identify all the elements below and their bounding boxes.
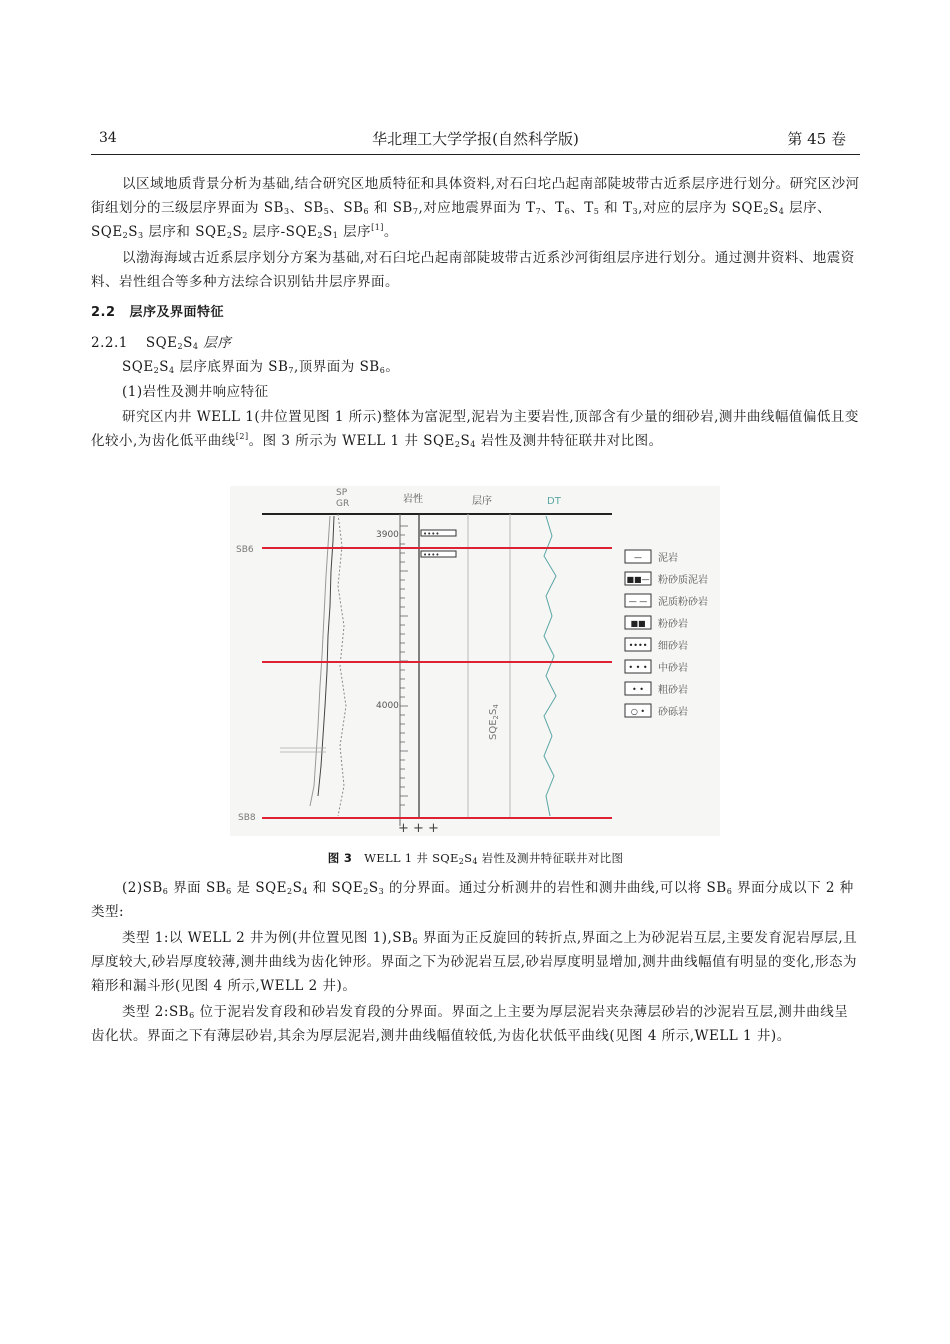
depth-label-4000: 4000: [376, 701, 399, 711]
paragraph-3: $SQE_2S_4$ 层序底界面为 $SB_7$,顶界面为 $SB_6$。: [122, 359, 400, 375]
sandstone-bed-2-pattern: ••••: [423, 551, 440, 559]
legend-pattern: ■■—: [626, 575, 650, 584]
depth-label-3900: 3900: [376, 530, 399, 540]
header-rule: [91, 154, 860, 155]
col-lithology-label: 岩性: [403, 494, 423, 505]
citation[interactable]: [2]: [235, 432, 249, 441]
legend-pattern: ••••: [628, 641, 648, 650]
col-gr-label: GR: [336, 499, 350, 509]
legend-pattern: ○ •: [630, 707, 646, 716]
legend-label: 粗砂岩: [658, 685, 688, 696]
legend-label: 砂砾岩: [658, 707, 688, 718]
paragraph-6: 类型 1:以 WELL 2 井为例(井位置见图 $1),SB_6$ 界面为正反旋回的转折点,界面之上为砂泥岩互层,主要发育泥岩厚层,且厚度较大,砂岩厚度较薄,测井曲线为齿化钟形。界面之下为砂泥岩互层,砂岩厚度明显增加,测井曲线幅值有明显的变化,形态为箱形和漏斗形(见图 4 所示,WELL 2 井)。: [91, 930, 858, 994]
item-1-heading: (1)岩性及测井响应特征: [122, 384, 269, 400]
col-dt-label: DT: [547, 496, 561, 507]
paragraph-4: 研究区内井 WELL 1(井位置见图 1 所示)整体为富泥型,泥岩为主要岩性,顶部含有少量的细砂岩,测井曲线幅值偏低且变化较小,为齿化低平曲线[2]。图 3 所示为 WELL 1 井 $SQE_2S_4$ 岩性及测井特征联井对比图。: [91, 409, 859, 449]
legend-label: 泥质粉砂岩: [658, 597, 708, 608]
legend-pattern: ■■: [630, 619, 646, 628]
page-number: 34: [99, 130, 117, 146]
subsection-heading: 2.2.1 $SQE_2S_4$ 层序: [91, 335, 232, 351]
legend-label: 粉砂岩: [658, 619, 688, 630]
legend-label: 粉砂质泥岩: [658, 575, 708, 586]
sandstone-bed-1-pattern: ••••: [423, 530, 440, 538]
col-sequence-label: 层序: [472, 496, 492, 507]
volume-label: 第 45 卷: [787, 130, 846, 148]
paragraph-1: 以区域地质背景分析为基础,结合研究区地质特征和具体资料,对石臼坨凸起南部陡坡带古近系层序进行划分。研究区沙河街组划分的三级层序界面为 $SB_3$、$SB_5$、$SB_6$ 和 $SB_7$,对应地震界面为 $T_7$、$T_6$、$T_5$ 和 $T_3$,对应的层序为 $SQE_2S_4$ 层序、$SQE_2S_3$ 层序和 $SQE_2S_2$ 层序$-SQE_2S_1$ 层序[1]。: [91, 176, 860, 240]
legend-label: 泥岩: [658, 553, 678, 564]
legend-label: 细砂岩: [658, 641, 688, 652]
legend-label: 中砂岩: [658, 663, 688, 674]
figure-caption: 图 3 WELL 1 井 $SQE_2S_4$ 岩性及测井特征联井对比图: [327, 851, 624, 866]
section-heading: 2.2 层序及界面特征: [91, 305, 225, 320]
figure-3: [230, 486, 720, 836]
paragraph-7: 类型 $2:SB_6$ 位于泥岩发育段和砂岩发育段的分界面。界面之上主要为厚层泥岩夹杂薄层砂岩的沙泥岩互层,测井曲线呈齿化状。界面之下有薄层砂岩,其余为厚层泥岩,测井曲线幅值较低,为齿化状低平曲线(见图 4 所示,WELL 1 井)。: [91, 1004, 849, 1044]
col-sp-label: SP: [336, 488, 348, 498]
legend-pattern: • •: [632, 685, 644, 694]
citation[interactable]: [1]: [371, 223, 384, 232]
journal-title: 华北理工大学学报(自然科学版): [372, 130, 579, 148]
sb6-label: SB6: [236, 545, 254, 555]
paragraph-2: 以渤海海域古近系层序划分方案为基础,对石臼坨凸起南部陡坡带古近系沙河街组层序进行划分。通过测井资料、地震资料、岩性组合等多种方法综合识别钻井层序界面。: [91, 250, 855, 290]
running-header: [91, 126, 860, 154]
well-log-figure: [230, 486, 720, 836]
legend-pattern: —: [634, 553, 642, 562]
paragraph-5: $(2)SB_6$ 界面 $SB_6$ 是 $SQE_2S_4$ 和 $SQE_2S_3$ 的分界面。通过分析测井的岩性和测井曲线,可以将 $SB_6$ 界面分成以下 2 种类型:: [91, 880, 854, 920]
sb8-label: SB8: [238, 813, 256, 823]
legend-pattern: — —: [628, 597, 648, 606]
sequence-label: $SQE_2S_4$: [488, 704, 500, 740]
plus-marks: + + +: [398, 821, 439, 836]
legend-pattern: • • •: [628, 663, 648, 672]
